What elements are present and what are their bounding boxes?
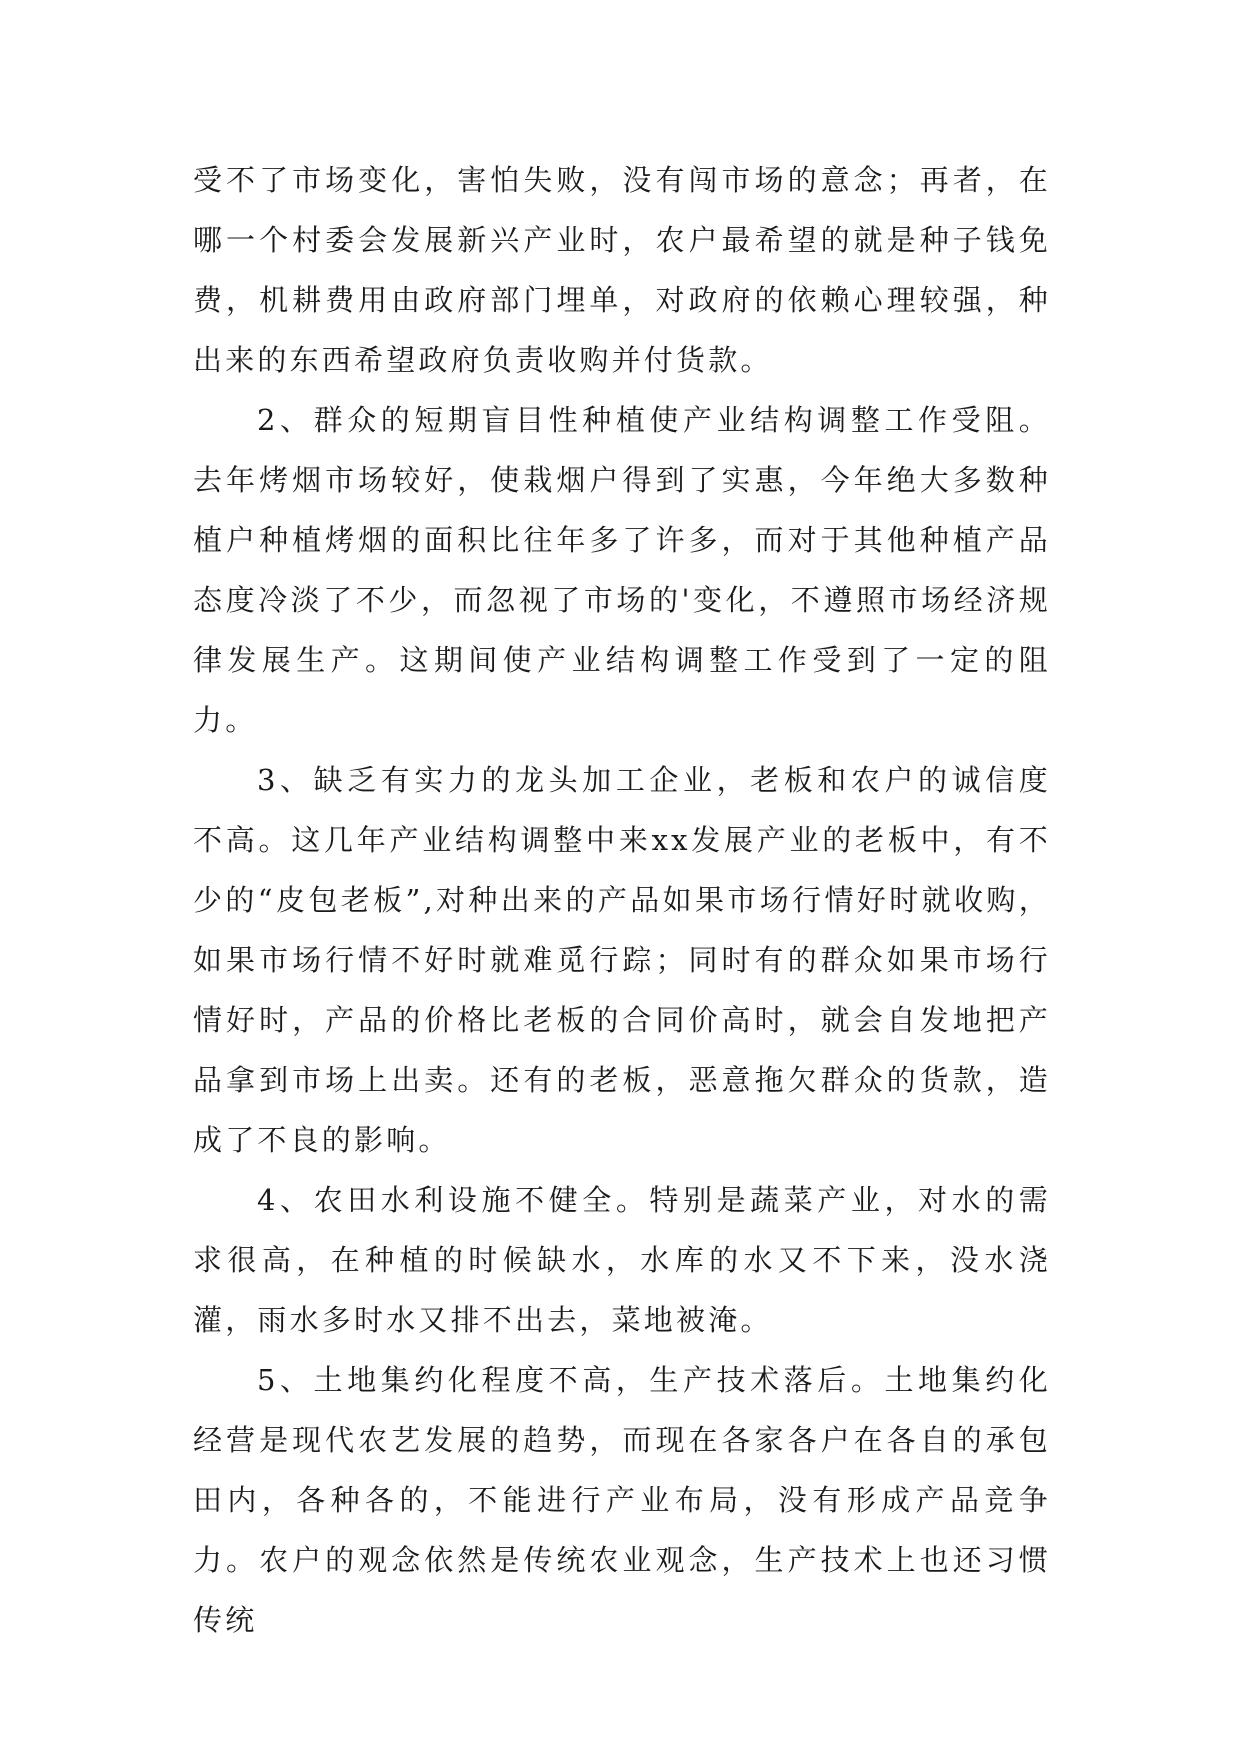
paragraph-item-3: 3、缺乏有实力的龙头加工企业，老板和农户的诚信度不高。这几年产业结构调整中来xx发展产业的老板中，有不少的“皮包老板”,对种出来的产品如果市场行情好时就收购，如果市场行情不好时就难觅行踪；同时有的群众如果市场行情好时，产品的价格比老板的合同价高时，就会自发地把产品拿到市场上出卖。还有的老板，恶意拖欠群众的货款，造成了不良的影响。 [193, 763, 1051, 1157]
paragraph-item-2: 2、群众的短期盲目性种植使产业结构调整工作受阻。去年烤烟市场较好，使栽烟户得到了实惠，今年绝大多数种植户种植烤烟的面积比往年多了许多，而对于其他种植产品态度冷淡了不少，而忽视了市场的'变化，不遵照市场经济规律发展生产。这期间使产业结构调整工作受到了一定的阻力。 [193, 403, 1051, 737]
paragraph-continuation: 受不了市场变化，害怕失败，没有闯市场的意念；再者，在哪一个村委会发展新兴产业时，农户最希望的就是种子钱免费，机耕费用由政府部门埋单，对政府的依赖心理较强，种出来的东西希望政府负责收购并付货款。 [193, 163, 1051, 377]
paragraph-item-4: 4、农田水利设施不健全。特别是蔬菜产业，对水的需求很高，在种植的时候缺水，水库的水又不下来，没水浇灌，雨水多时水又排不出去，菜地被淹。 [193, 1183, 1051, 1337]
document-body [193, 150, 1051, 1650]
paragraph-item-5: 5、土地集约化程度不高，生产技术落后。土地集约化经营是现代农艺发展的趋势，而现在各家各户在各自的承包田内，各种各的，不能进行产业布局，没有形成产品竞争力。农户的观念依然是传统农业观念，生产技术上也还习惯传统 [193, 1363, 1051, 1637]
